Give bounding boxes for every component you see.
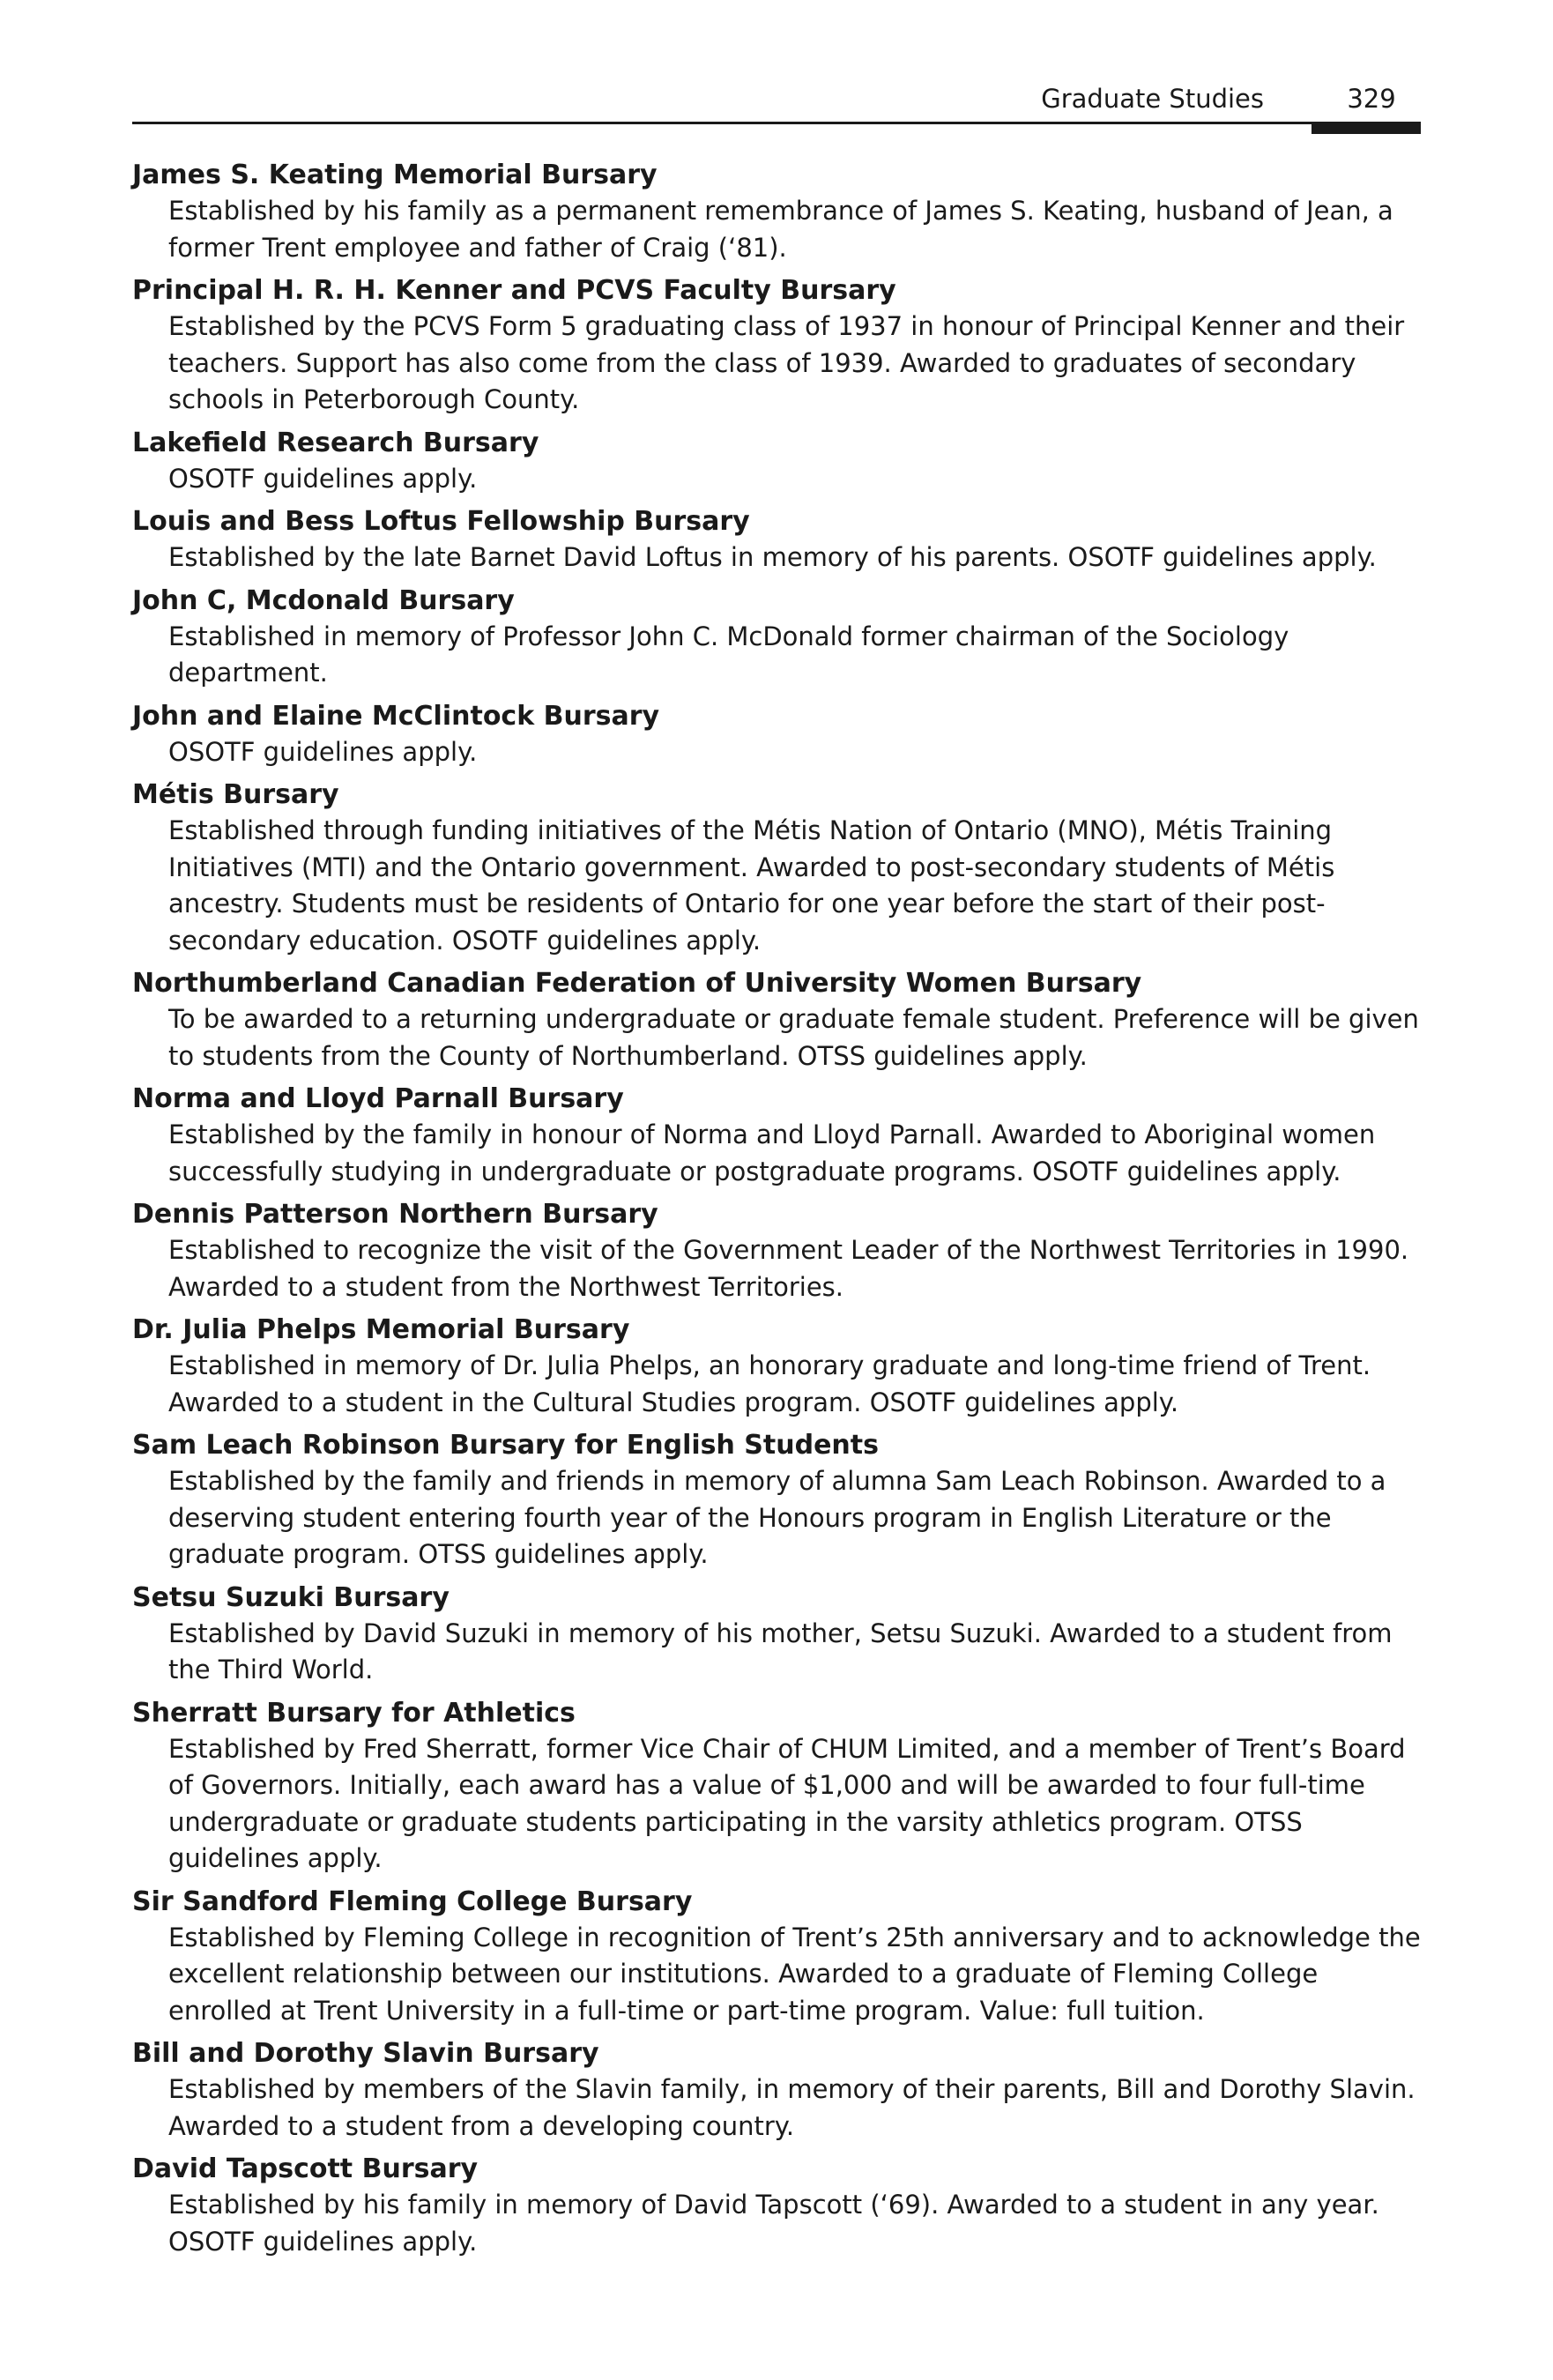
bursary-title: David Tapscott Bursary [132, 2153, 479, 2184]
bursary-entry [132, 157, 1421, 266]
bursary-title: Sam Leach Robinson Bursary for English Students [132, 1430, 879, 1461]
bursary-description: Established by the family in honour of Norma and Lloyd Parnall. Awarded to Aboriginal women successfully studying in undergraduate or postgraduate programs. OSOTF guidelines apply. [168, 1119, 1376, 1186]
header-tab-bar [1312, 122, 1421, 134]
bursary-entry [132, 777, 1421, 959]
bursary-title: Lakefield Research Bursary [132, 427, 539, 458]
bursary-title: John and Elaine McClintock Bursary [132, 700, 660, 732]
bursary-description: Established by David Suzuki in memory of his mother, Setsu Suzuki. Awarded to a student from the Third World. [168, 1618, 1393, 1685]
bursary-description: OSOTF guidelines apply. [168, 736, 478, 767]
bursary-description: Established by his family as a permanent remembrance of James S. Keating, husband of Jean, a former Trent employee and father of Craig (‘81). [168, 196, 1393, 263]
bursary-entry [132, 272, 1421, 419]
bursary-description: Established by the late Barnet David Loftus in memory of his parents. OSOTF guidelines apply. [168, 542, 1377, 572]
page-header [132, 81, 1421, 136]
bursary-title: Norma and Lloyd Parnall Bursary [132, 1083, 624, 1114]
bursary-entry [132, 1196, 1421, 1305]
bursary-entry [132, 1580, 1421, 1689]
bursary-entry [132, 583, 1421, 692]
bursary-description: Established by his family in memory of David Tapscott (‘69). Awarded to a student in any year. OSOTF guidelines apply. [168, 2190, 1379, 2257]
bursary-description: Established in memory of Professor John C. McDonald former chairman of the Sociology department. [168, 621, 1289, 688]
bursary-entry [132, 698, 1421, 771]
bursary-description: Established by members of the Slavin family, in memory of their parents, Bill and Dorothy Slavin. Awarded to a student from a developing country. [168, 2074, 1416, 2141]
bursary-description: Established in memory of Dr. Julia Phelps, an honorary graduate and long-time friend of Trent. Awarded to a student in the Cultural Studies program. OSOTF guidelines apply. [168, 1350, 1371, 1417]
bursary-title: John C, Mcdonald Bursary [132, 584, 515, 616]
bursary-title: James S. Keating Memorial Bursary [132, 160, 658, 190]
bursary-entry [132, 1427, 1421, 1573]
section-title: Graduate Studies [1041, 84, 1264, 114]
bursary-list [132, 157, 1421, 2266]
bursary-entry [132, 1884, 1421, 2030]
bursary-entry [132, 2035, 1421, 2145]
bursary-title: Métis Bursary [132, 779, 339, 810]
bursary-title: Dennis Patterson Northern Bursary [132, 1199, 658, 1230]
bursary-entry [132, 1312, 1421, 1421]
bursary-entry [132, 965, 1421, 1075]
bursary-description: OSOTF guidelines apply. [168, 463, 478, 494]
bursary-entry [132, 425, 1421, 498]
bursary-entry [132, 2151, 1421, 2260]
bursary-title: Louis and Bess Loftus Fellowship Bursary [132, 506, 750, 537]
running-head [1041, 81, 1421, 116]
bursary-title: Bill and Dorothy Slavin Bursary [132, 2038, 599, 2069]
bursary-title: Sir Sandford Fleming College Bursary [132, 1885, 693, 1917]
bursary-entry [132, 1695, 1421, 1878]
bursary-description: Established by the family and friends in memory of alumna Sam Leach Robinson. Awarded to a deserving student entering fourth year of the Honours program in English Literature or the graduate program. OTSS guidelines apply. [168, 1466, 1386, 1569]
bursary-title: Sherratt Bursary for Athletics [132, 1697, 576, 1729]
bursary-title: Principal H. R. H. Kenner and PCVS Faculty Bursary [132, 275, 896, 306]
bursary-description: Established by the PCVS Form 5 graduating class of 1937 in honour of Principal Kenner and their teachers. Support has also come from the class of 1939. Awarded to graduates of secondary schools in Peterborough County. [168, 311, 1405, 414]
bursary-description: Established by Fleming College in recognition of Trent’s 25th anniversary and to acknowledge the excellent relationship between our institutions. Awarded to a graduate of Fleming College enrolled at Trent University in a full-time or part-time program. Value: full tuition. [168, 1922, 1421, 2026]
page-number: 329 [1347, 84, 1396, 114]
header-rule [132, 122, 1421, 124]
bursary-title: Dr. Julia Phelps Memorial Bursary [132, 1314, 630, 1345]
bursary-title: Setsu Suzuki Bursary [132, 1581, 450, 1613]
bursary-description: Established through funding initiatives of the Métis Nation of Ontario (MNO), Métis Training Initiatives (MTI) and the Ontario government. Awarded to post-secondary students of Métis ancestry. Students must be residents of Ontario for one year before the start of their post-secondary education. OSOTF guidelines apply. [168, 815, 1335, 956]
bursary-description: Established by Fred Sherratt, former Vice Chair of CHUM Limited, and a member of Trent’s Board of Governors. Initially, each award has a value of $1,000 and will be awarded to four full-time undergraduate or graduate students participating in the varsity athletics program. OTSS guidelines apply. [168, 1733, 1406, 1873]
bursary-entry [132, 503, 1421, 576]
bursary-description: Established to recognize the visit of the Government Leader of the Northwest Territories in 1990. Awarded to a student from the Northwest Territories. [168, 1235, 1409, 1302]
bursary-entry [132, 1081, 1421, 1190]
bursary-title: Northumberland Canadian Federation of University Women Bursary [132, 968, 1142, 999]
bursary-description: To be awarded to a returning undergraduate or graduate female student. Preference will be given to students from the County of Northumberland. OTSS guidelines apply. [168, 1004, 1419, 1071]
